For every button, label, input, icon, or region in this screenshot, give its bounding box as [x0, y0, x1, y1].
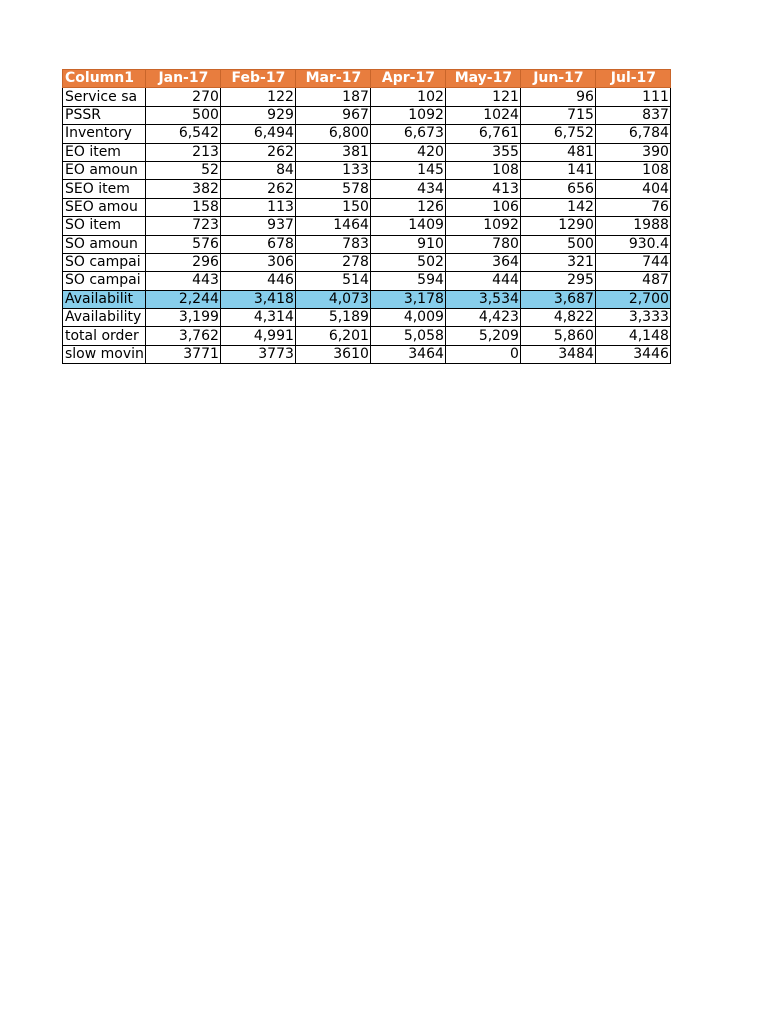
value-cell[interactable]: 364: [445, 253, 520, 271]
value-cell[interactable]: 4,314: [220, 309, 295, 327]
value-cell[interactable]: 434: [370, 180, 445, 198]
value-cell[interactable]: 262: [220, 180, 295, 198]
value-cell[interactable]: 6,761: [445, 125, 520, 143]
value-cell[interactable]: 187: [295, 88, 370, 106]
value-cell[interactable]: 5,860: [520, 327, 595, 345]
value-cell[interactable]: 413: [445, 180, 520, 198]
table-row: [63, 309, 671, 327]
column-header-apr[interactable]: Apr-17: [370, 70, 445, 88]
row-label-cell[interactable]: SO item: [63, 217, 146, 235]
row-label-cell[interactable]: SO campai: [63, 253, 146, 271]
value-cell[interactable]: 1988: [595, 217, 670, 235]
value-cell[interactable]: 3,178: [370, 290, 445, 308]
row-label-cell[interactable]: slow movin: [63, 345, 146, 363]
value-cell[interactable]: 5,058: [370, 327, 445, 345]
value-cell[interactable]: 4,423: [445, 309, 520, 327]
value-cell[interactable]: 142: [520, 198, 595, 216]
value-cell[interactable]: 3,333: [595, 309, 670, 327]
column-header-may[interactable]: May-17: [445, 70, 520, 88]
value-cell[interactable]: 5,209: [445, 327, 520, 345]
value-cell[interactable]: 108: [595, 161, 670, 179]
value-cell[interactable]: 578: [295, 180, 370, 198]
data-table: [62, 69, 671, 364]
table-row: [63, 253, 671, 271]
value-cell[interactable]: 2,244: [145, 290, 220, 308]
table-row: [63, 143, 671, 161]
table-row: [63, 345, 671, 363]
value-cell[interactable]: 404: [595, 180, 670, 198]
value-cell[interactable]: 1092: [445, 217, 520, 235]
value-cell[interactable]: 96: [520, 88, 595, 106]
value-cell[interactable]: 2,700: [595, 290, 670, 308]
value-cell[interactable]: 3,762: [145, 327, 220, 345]
table-row: [63, 125, 671, 143]
table-row: [63, 327, 671, 345]
value-cell[interactable]: 443: [145, 272, 220, 290]
value-cell[interactable]: 929: [220, 106, 295, 124]
value-cell[interactable]: 723: [145, 217, 220, 235]
row-label-cell[interactable]: SEO item: [63, 180, 146, 198]
value-cell[interactable]: 5,189: [295, 309, 370, 327]
value-cell[interactable]: 446: [220, 272, 295, 290]
value-cell[interactable]: 6,494: [220, 125, 295, 143]
row-label-cell[interactable]: SO campai: [63, 272, 146, 290]
table-row: [63, 217, 671, 235]
row-label-cell[interactable]: SO amoun: [63, 235, 146, 253]
value-cell[interactable]: 3484: [520, 345, 595, 363]
value-cell[interactable]: 262: [220, 143, 295, 161]
value-cell[interactable]: 270: [145, 88, 220, 106]
table-row: [63, 161, 671, 179]
value-cell[interactable]: 390: [595, 143, 670, 161]
column-header-feb[interactable]: Feb-17: [220, 70, 295, 88]
value-cell[interactable]: 481: [520, 143, 595, 161]
value-cell[interactable]: 1290: [520, 217, 595, 235]
value-cell[interactable]: 158: [145, 198, 220, 216]
value-cell[interactable]: 122: [220, 88, 295, 106]
column-header-jul[interactable]: Jul-17: [595, 70, 670, 88]
value-cell[interactable]: 487: [595, 272, 670, 290]
value-cell[interactable]: 381: [295, 143, 370, 161]
value-cell[interactable]: 1409: [370, 217, 445, 235]
value-cell[interactable]: 145: [370, 161, 445, 179]
table-row: [63, 180, 671, 198]
value-cell[interactable]: 3771: [145, 345, 220, 363]
value-cell[interactable]: 930.4: [595, 235, 670, 253]
value-cell[interactable]: 6,752: [520, 125, 595, 143]
value-cell[interactable]: 321: [520, 253, 595, 271]
value-cell[interactable]: 113: [220, 198, 295, 216]
table-row: [63, 272, 671, 290]
value-cell[interactable]: 3446: [595, 345, 670, 363]
row-label-cell[interactable]: Inventory: [63, 125, 146, 143]
value-cell[interactable]: 444: [445, 272, 520, 290]
value-cell[interactable]: 500: [520, 235, 595, 253]
value-cell[interactable]: 514: [295, 272, 370, 290]
value-cell[interactable]: 382: [145, 180, 220, 198]
value-cell[interactable]: 295: [520, 272, 595, 290]
header-row: [63, 70, 671, 88]
column-header-jan[interactable]: Jan-17: [145, 70, 220, 88]
table-row: [63, 235, 671, 253]
value-cell[interactable]: 296: [145, 253, 220, 271]
value-cell[interactable]: 1024: [445, 106, 520, 124]
value-cell[interactable]: 133: [295, 161, 370, 179]
value-cell[interactable]: 656: [520, 180, 595, 198]
column-header-mar[interactable]: Mar-17: [295, 70, 370, 88]
value-cell[interactable]: 150: [295, 198, 370, 216]
value-cell[interactable]: 3,687: [520, 290, 595, 308]
value-cell[interactable]: 108: [445, 161, 520, 179]
value-cell[interactable]: 6,800: [295, 125, 370, 143]
value-cell[interactable]: 4,148: [595, 327, 670, 345]
value-cell[interactable]: 6,784: [595, 125, 670, 143]
value-cell[interactable]: 4,073: [295, 290, 370, 308]
row-label-cell[interactable]: total order: [63, 327, 146, 345]
value-cell[interactable]: 3610: [295, 345, 370, 363]
value-cell[interactable]: 4,822: [520, 309, 595, 327]
table-body: [63, 88, 671, 364]
table-row: [63, 106, 671, 124]
value-cell[interactable]: 1092: [370, 106, 445, 124]
value-cell[interactable]: 278: [295, 253, 370, 271]
value-cell[interactable]: 102: [370, 88, 445, 106]
value-cell[interactable]: 106: [445, 198, 520, 216]
row-label-cell[interactable]: EO amoun: [63, 161, 146, 179]
value-cell[interactable]: 594: [370, 272, 445, 290]
table-row: [63, 198, 671, 216]
value-cell[interactable]: 121: [445, 88, 520, 106]
value-cell[interactable]: 500: [145, 106, 220, 124]
value-cell[interactable]: 3,199: [145, 309, 220, 327]
value-cell[interactable]: 783: [295, 235, 370, 253]
value-cell[interactable]: 126: [370, 198, 445, 216]
value-cell[interactable]: 937: [220, 217, 295, 235]
row-label-cell[interactable]: Availability: [63, 309, 146, 327]
row-label-cell[interactable]: PSSR: [63, 106, 146, 124]
value-cell[interactable]: 4,009: [370, 309, 445, 327]
value-cell[interactable]: 420: [370, 143, 445, 161]
value-cell[interactable]: 3464: [370, 345, 445, 363]
spreadsheet: [62, 69, 671, 364]
column-header-jun[interactable]: Jun-17: [520, 70, 595, 88]
value-cell[interactable]: 744: [595, 253, 670, 271]
value-cell[interactable]: 6,542: [145, 125, 220, 143]
value-cell[interactable]: 306: [220, 253, 295, 271]
value-cell[interactable]: 967: [295, 106, 370, 124]
value-cell[interactable]: 3,418: [220, 290, 295, 308]
value-cell[interactable]: 4,991: [220, 327, 295, 345]
value-cell[interactable]: 213: [145, 143, 220, 161]
value-cell[interactable]: 6,201: [295, 327, 370, 345]
value-cell[interactable]: 111: [595, 88, 670, 106]
value-cell[interactable]: 0: [445, 345, 520, 363]
value-cell[interactable]: 910: [370, 235, 445, 253]
value-cell[interactable]: 52: [145, 161, 220, 179]
row-label-cell[interactable]: Availabilit: [63, 290, 146, 308]
value-cell[interactable]: 355: [445, 143, 520, 161]
row-label-cell[interactable]: EO item: [63, 143, 146, 161]
value-cell[interactable]: 3773: [220, 345, 295, 363]
value-cell[interactable]: 678: [220, 235, 295, 253]
value-cell[interactable]: 6,673: [370, 125, 445, 143]
value-cell[interactable]: 3,534: [445, 290, 520, 308]
value-cell[interactable]: 576: [145, 235, 220, 253]
row-label-cell[interactable]: SEO amou: [63, 198, 146, 216]
value-cell[interactable]: 1464: [295, 217, 370, 235]
table-row: [63, 290, 671, 308]
value-cell[interactable]: 715: [520, 106, 595, 124]
value-cell[interactable]: 141: [520, 161, 595, 179]
value-cell[interactable]: 502: [370, 253, 445, 271]
row-label-cell[interactable]: Service sa: [63, 88, 146, 106]
value-cell[interactable]: 76: [595, 198, 670, 216]
column-header-label[interactable]: Column1: [63, 70, 146, 88]
table-row: [63, 88, 671, 106]
value-cell[interactable]: 84: [220, 161, 295, 179]
value-cell[interactable]: 837: [595, 106, 670, 124]
value-cell[interactable]: 780: [445, 235, 520, 253]
